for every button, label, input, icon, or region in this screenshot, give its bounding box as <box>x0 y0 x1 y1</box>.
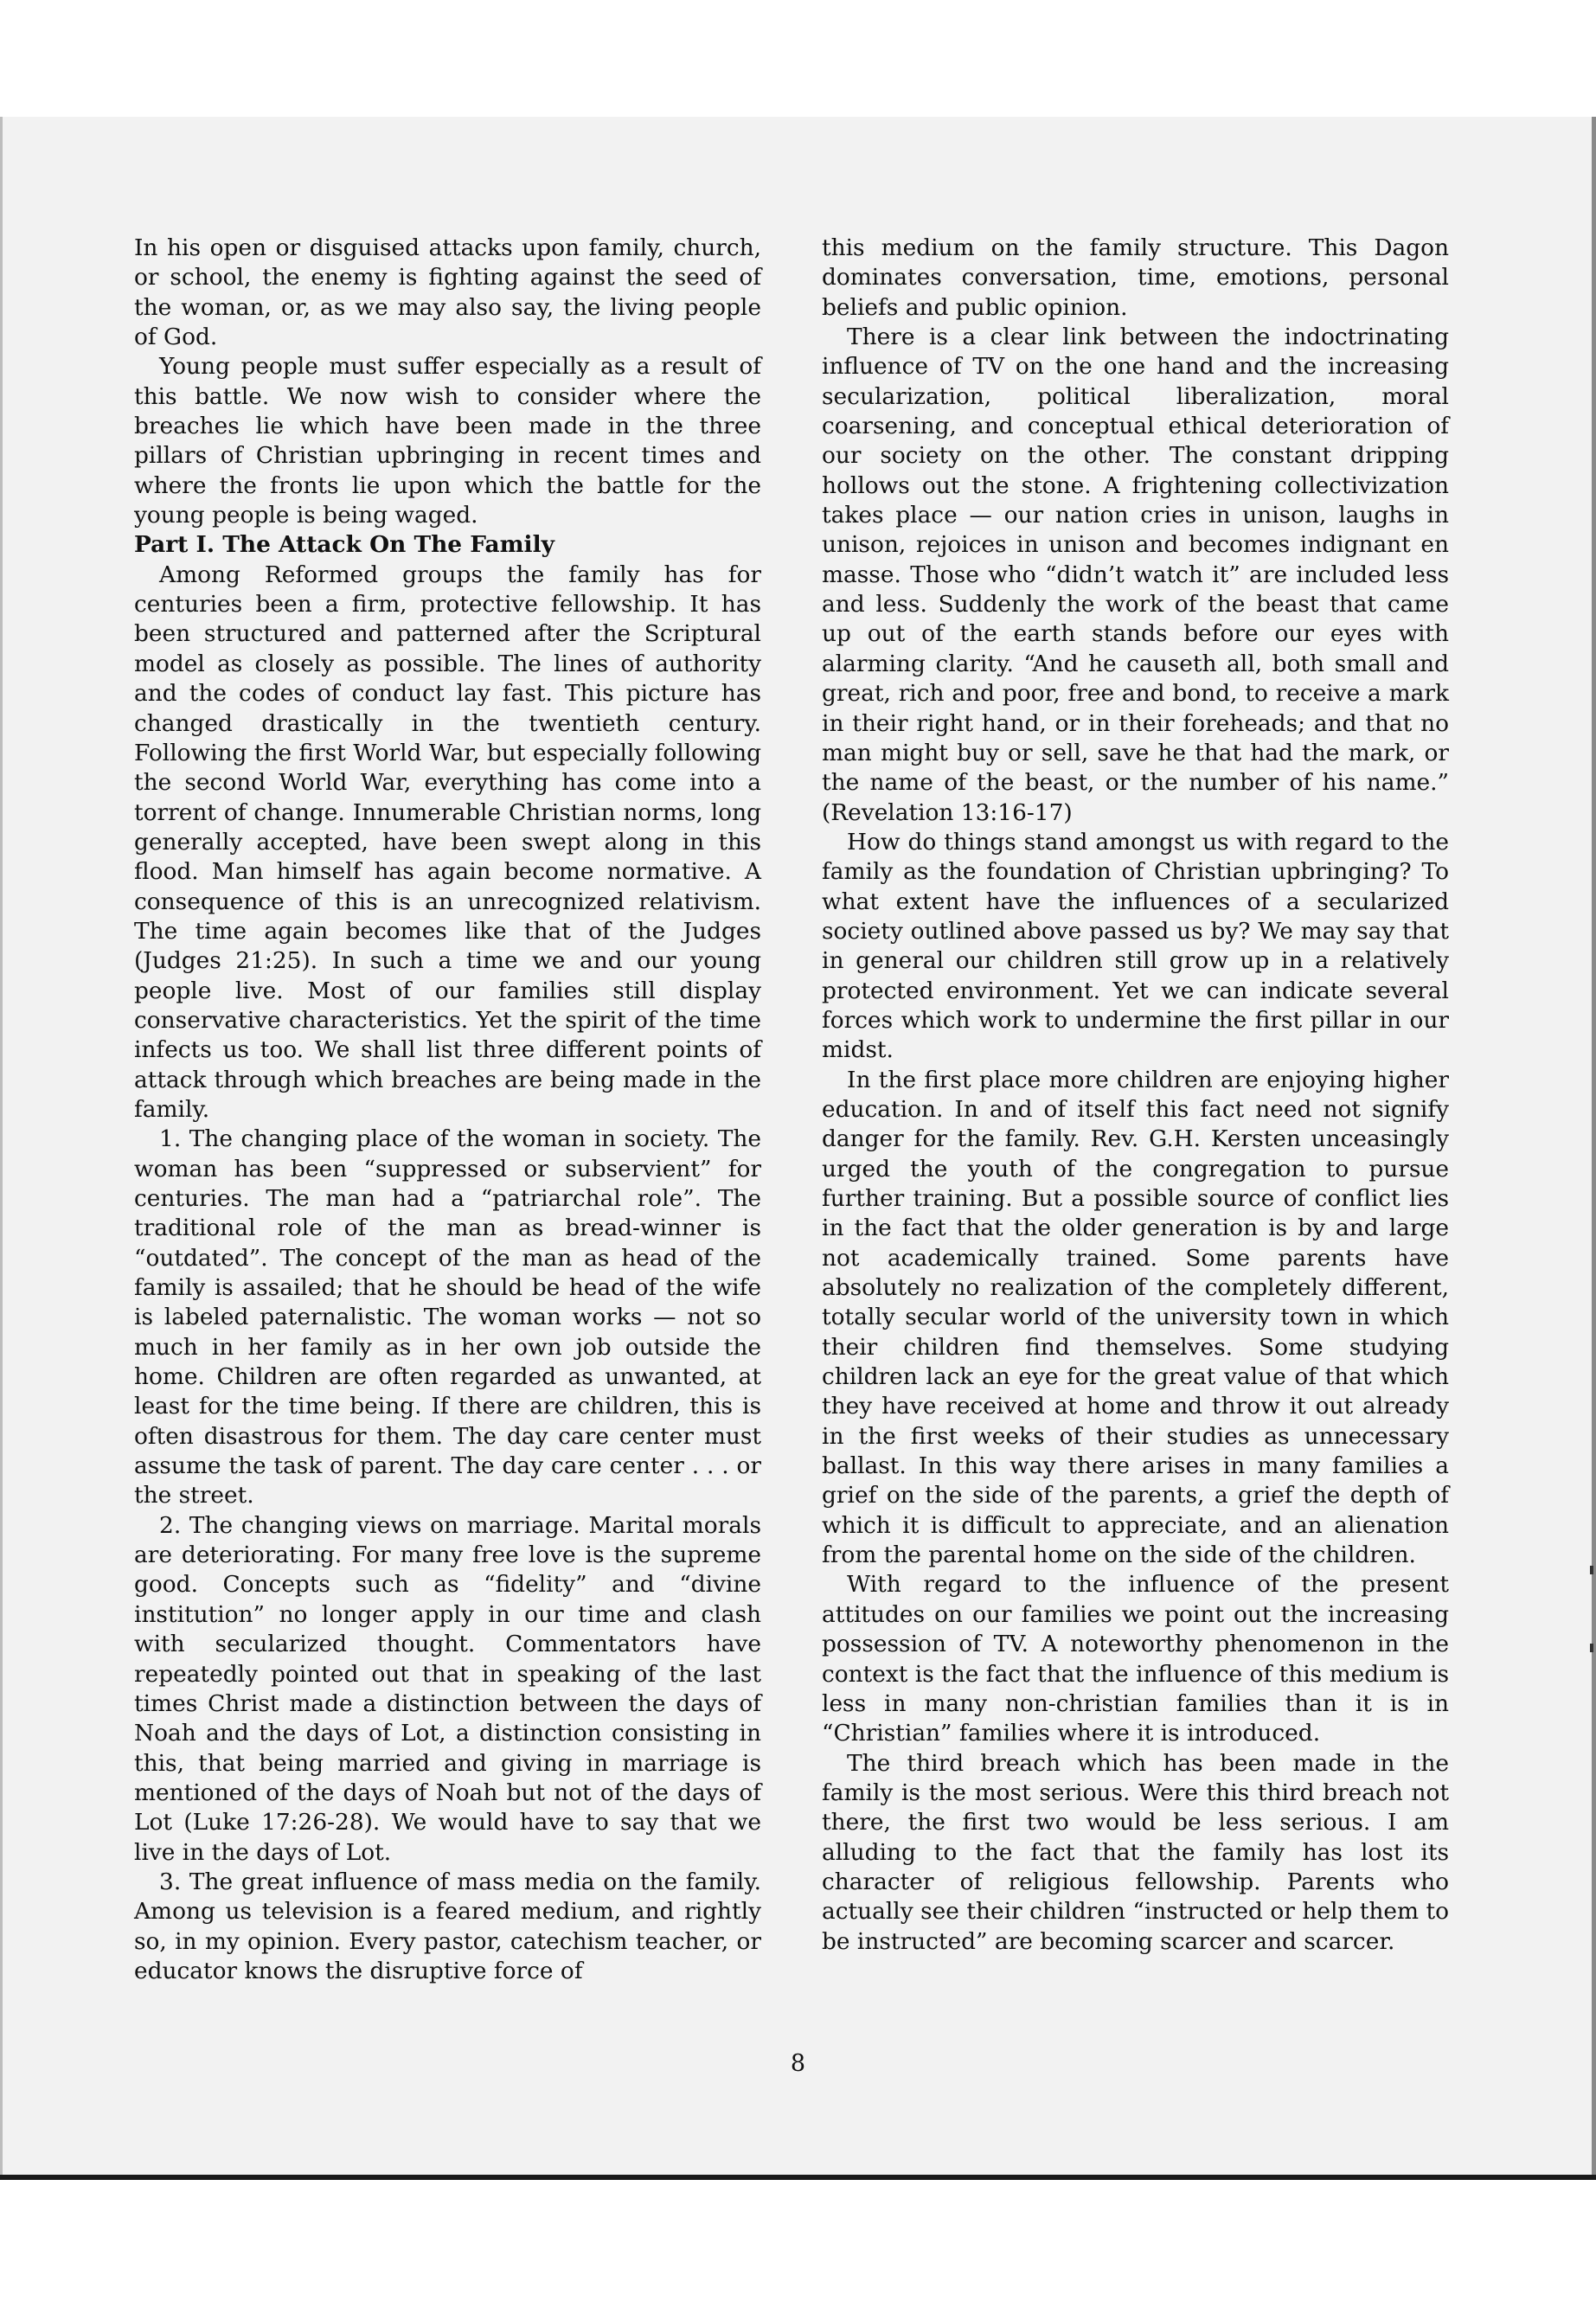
paragraph: 1. The changing place of the woman in society. The woman has been “suppressed or subservient” for centuries. The man had a “patriarchal role”. The traditional role of the man as bread-winner is “outdated”. The concept of the man as head of the family is assailed; that he should be head of the wife is labeled paternalistic. The woman works — not so much in her family as in her own job outside the home. Children are often regarded as unwanted, at least for the time being. If there are children, this is often disastrous for them. The day care center must assume the task of parent. The day care center . . . or the street. <box>134 1125 761 1509</box>
paragraph: In the first place more children are enjoying higher education. In and of itself this fact need not signify danger for the family. Rev. G.H. Kersten unceasingly urged the youth of the congregation to pursue further training. But a possible source of conflict lies in the fact that the older generation is by and large not academically trained. Some parents have absolutely no realization of the completely different, totally secular world of the university town in which their children find themselves. Some studying children lack an eye for the great value of that which they have received at home and throw it out already in the first weeks of their studies as unnecessary ballast. In this way there arises in many families a grief on the side of the parents, a grief the depth of which it is difficult to appreciate, and an alienation from the parental home on the side of the children. <box>822 1066 1449 1569</box>
paragraph: Among Reformed groups the family has for centuries been a firm, protective fellowship. It has been structured and patterned after the Scriptural model as closely as possible. The lines of authority and the codes of conduct lay fast. This picture has changed drastically in the twentieth century. Following the first World War, but especially following the second World War, everything has come into a torrent of change. Innumerable Christian norms, long generally accepted, have been swept along in this flood. Man himself has again become normative. A consequence of this is an unrecognized relativism. The time again becomes like that of the Judges (Judges 21:25). In such a time we and our young people live. Most of our families still display conservative characteristics. Yet the spirit of the time infects us too. We shall list three different points of attack through which breaches are being made in the family. <box>134 561 761 1123</box>
page-number: 8 <box>790 2050 806 2077</box>
scan-margin-top <box>0 0 1596 117</box>
left-column <box>134 234 761 1986</box>
paragraph: 3. The great influence of mass media on the family. Among us television is a feared medium, and rightly so, in my opinion. Every pastor, catechism teacher, or educator knows the disruptive force of <box>134 1868 761 1984</box>
paragraph: How do things stand amongst us with regard to the family as the foundation of Christian upbringing? To what extent have the influences of a secularized society outlined above passed us by? We may say that in general our children still grow up in a relatively protected environment. Yet we can indicate several forces which work to undermine the first pillar in our midst. <box>822 828 1449 1064</box>
margin-mark <box>1590 1644 1593 1652</box>
bottom-rule <box>0 2175 1596 2180</box>
paragraph: There is a clear link between the indoctrinating influence of TV on the one hand and the increasing secularization, political liberalization, moral coarsening, and conceptual ethical deterioration of our society on the other. The constant dripping hollows out the stone. A frightening collectivization takes place — our nation cries in unison, laughs in unison, rejoices in unison and becomes indignant en masse. Those who “didn’t watch it” are included less and less. Suddenly the work of the beast that came up out of the earth stands before our eyes with alarming clarity. “And he causeth all, both small and great, rich and poor, free and bond, to receive a mark in their right hand, or in their foreheads; and that no man might buy or sell, save he that had the mark, or the name of the beast, or the number of his name.” (Revelation 13:16-17) <box>822 324 1449 826</box>
page-edge-right <box>1592 117 1596 2180</box>
paragraph: 2. The changing views on marriage. Marital morals are deteriorating. For many free love is the supreme good. Concepts such as “fidelity” and “divine institution” no longer apply in our time and clash with secularized thought. Commentators have repeatedly pointed out that in speaking of the last times Christ made a distinction between the days of Noah and the days of Lot, a distinction consisting in this, that being married and giving in marriage is mentioned of the days of Noah but not of the days of Lot (Luke 17:26-28). We would have to say that we live in the days of Lot. <box>134 1511 761 1866</box>
paragraph: Young people must suffer especially as a result of this battle. We now wish to consider where the breaches lie which have been made in the three pillars of Christian upbringing in recent times and where the fronts lie upon which the battle for the young people is being waged. <box>134 353 761 529</box>
margin-mark <box>1590 1566 1593 1574</box>
paragraph: this medium on the family structure. This Dagon dominates conversation, time, emotions, personal beliefs and public opinion. <box>822 234 1449 321</box>
paragraph: With regard to the influence of the present attitudes on our families we point out the increasing possession of TV. A noteworthy phenomenon in the context is the fact that the influence of this medium is less in many non-christian families than it is in “Christian” families where it is introduced. <box>822 1571 1449 1747</box>
page-edge-left <box>0 117 3 2180</box>
right-column <box>822 234 1449 1957</box>
paragraph: The third breach which has been made in the family is the most serious. Were this third breach not there, the first two would be less serious. I am alluding to the fact that the family has lost its character of religious fellowship. Parents who actually see their children “instructed or help them to be instructed” are becoming scarcer and scarcer. <box>822 1749 1449 1955</box>
section-heading: Part I. The Attack On The Family <box>134 531 554 559</box>
paragraph: In his open or disguised attacks upon family, church, or school, the enemy is fighting against the seed of the woman, or, as we may also say, the living people of God. <box>134 234 761 351</box>
